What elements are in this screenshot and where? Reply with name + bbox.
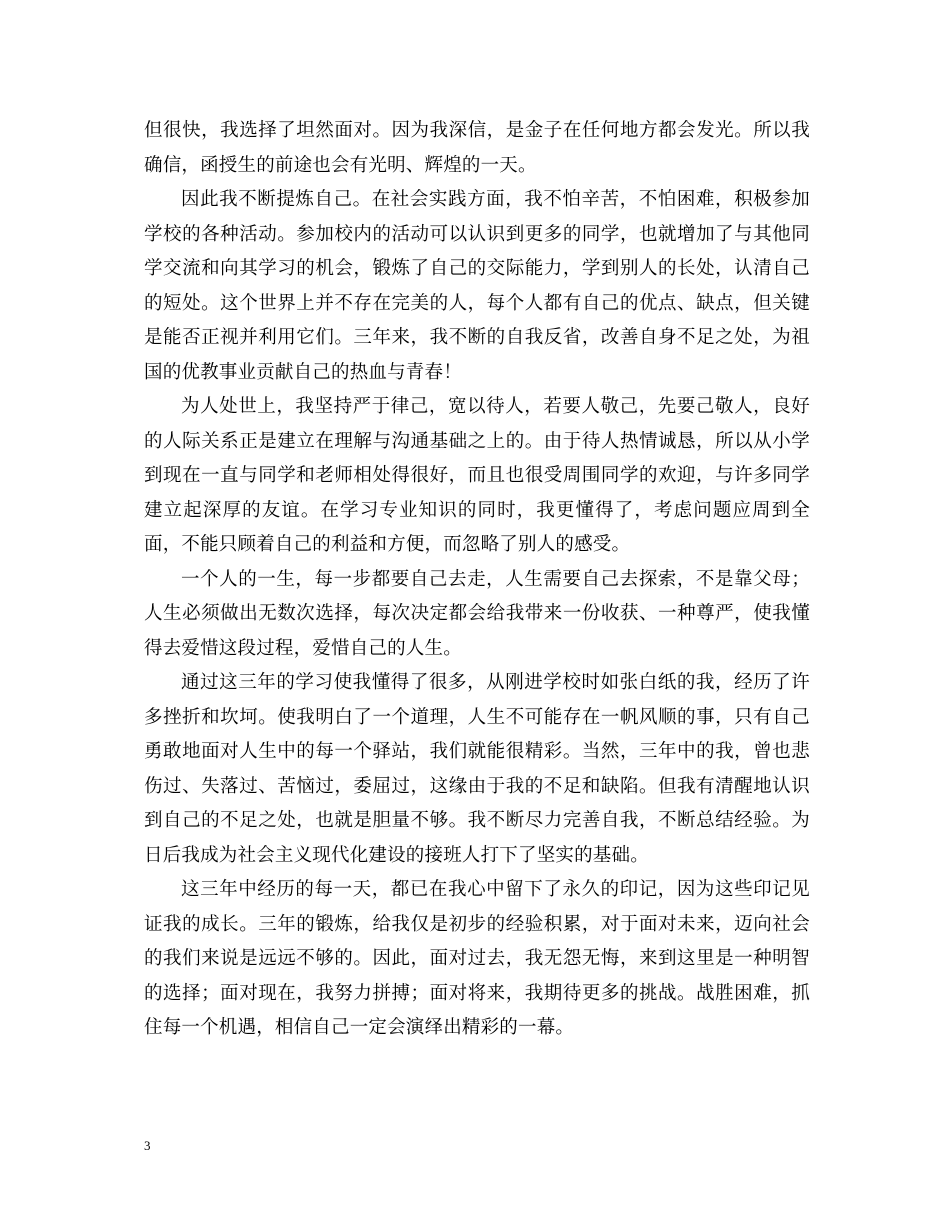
paragraph-5: 通过这三年的学习使我懂得了很多，从刚进学校时如张白纸的我，经历了许多挫折和坎坷。使我明白了一个道理，人生不可能存在一帆风顺的事，只有自己勇敢地面对人生中的每一个驿站，我们就能很精彩。当然，三年中的我，曾也悲伤过、失落过、苦恼过，委屈过，这缘由于我的不足和缺陷。但我有清醒地认识到自己的不足之处，也就是胆量不够。我不断尽力完善自我，不断总结经验。为日后我成为社会主义现代化建设的接班人打下了坚实的基础。 bbox=[144, 672, 810, 866]
paragraph-4: 一个人的一生，每一步都要自己去走，人生需要自己去探索，不是靠父母；人生必须做出无数次选择，每次决定都会给我带来一份收获、一种尊严，使我懂得去爱惜这段过程，爱惜自己的人生。 bbox=[144, 568, 810, 659]
paragraph-3: 为人处世上，我坚持严于律己，宽以待人，若要人敬己，先要己敬人，良好的人际关系正是建立在理解与沟通基础之上的。由于待人热情诚恳，所以从小学到现在一直与同学和老师相处得很好，而且也很受周围同学的欢迎，与许多同学建立起深厚的友谊。在学习专业知识的同时，我更懂得了，考虑问题应周到全面，不能只顾着自己的利益和方便，而忽略了别人的感受。 bbox=[144, 396, 810, 555]
paragraph-6: 这三年中经历的每一天，都已在我心中留下了永久的印记，因为这些印记见证我的成长。三年的锻炼，给我仅是初步的经验积累，对于面对未来，迈向社会的我们来说是远远不够的。因此，面对过去，我无怨无悔，来到这里是一种明智的选择；面对现在，我努力拼搏；面对将来，我期待更多的挑战。战胜困难，抓住每一个机遇，相信自己一定会演绎出精彩的一幕。 bbox=[144, 879, 810, 1038]
paragraph-2: 因此我不断提炼自己。在社会实践方面，我不怕辛苦，不怕困难，积极参加学校的各种活动。参加校内的活动可以认识到更多的同学，也就增加了与其他同学交流和向其学习的机会，锻炼了自己的交际能力，学到别人的长处，认清自己的短处。这个世界上并不存在完美的人，每个人都有自己的优点、缺点，但关键是能否正视并利用它们。三年来，我不断的自我反省，改善自身不足之处，为祖国的优教事业贡献自己的热血与青春！ bbox=[144, 189, 810, 383]
paragraph-1: 但很快，我选择了坦然面对。因为我深信，是金子在任何地方都会发光。所以我确信，函授生的前途也会有光明、辉煌的一天。 bbox=[144, 120, 810, 176]
page-number: 3 bbox=[144, 1138, 151, 1153]
page-body bbox=[144, 114, 810, 1046]
